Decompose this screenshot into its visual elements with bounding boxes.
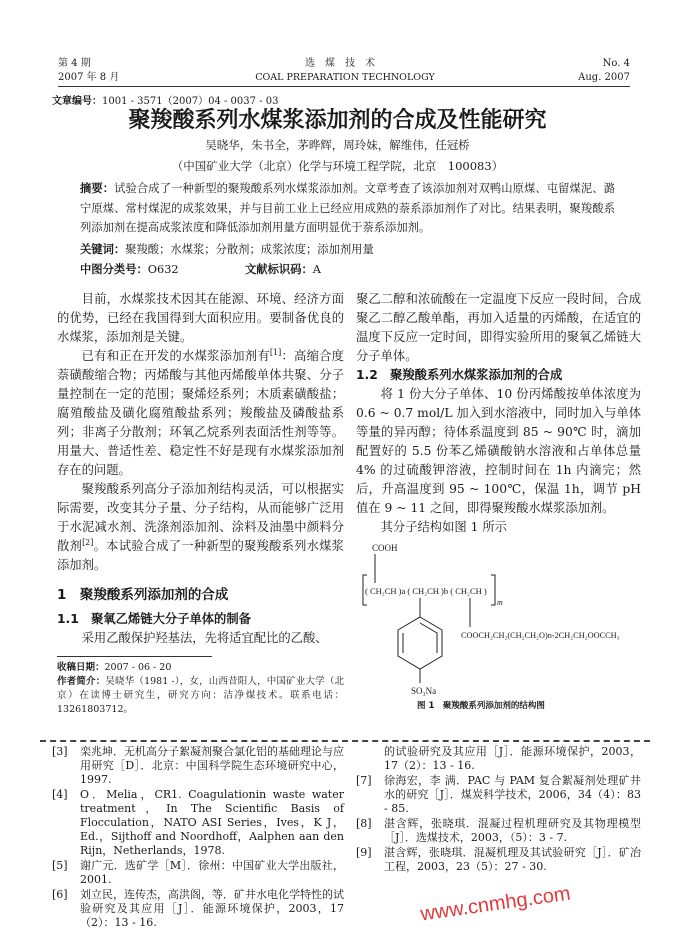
- reference-text: 刘立民，连传杰，高洪阁，等．矿井水电化学特性的试验研究及其应用［J］．能源环境保护，2003，17（2）：13 - 16.: [80, 888, 344, 929]
- reference-text: 徐海宏，李 满．PAC 与 PAM 复合絮凝剂处理矿井水的研究［J］．煤炭科学技术，2006，34（4）：83 - 85.: [384, 774, 641, 815]
- paragraph: 聚乙二醇和浓硫酸在一定温度下反应一段时间，合成聚乙二醇乙酸单酯，再加入适量的丙烯酸，在适宜的温度下反应一定时间，即得实验所用的聚氧乙烯链大分子单体。: [356, 292, 641, 363]
- section-heading-1: 1 聚羧酸系列添加剂的合成: [57, 587, 229, 603]
- author-bio: [57, 675, 344, 717]
- paragraph-text: 聚羧酸系列高分子添加剂结构灵活，可以根据实际需要，改变其分子量、分子结构，从而能够广泛用于水泥减水剂、洗涤剂添加剂、涂料及油墨中颜料分散剂: [57, 482, 344, 553]
- received-date: [57, 661, 344, 675]
- reference-number: [4]: [52, 788, 68, 801]
- reference-text: 湛含辉，张晓琪．混凝机理及其试验研究［J］．矿冶工程，2003，23（5）：27 - 30.: [384, 846, 641, 873]
- doc-code: [245, 262, 321, 278]
- clc-label: 中图分类号：: [80, 263, 148, 276]
- reference-number: [8]: [356, 817, 372, 830]
- header-rule: [58, 86, 630, 87]
- keywords: [80, 242, 374, 258]
- bio-label: 作者简介：: [57, 676, 106, 687]
- figure-caption: 图 1 聚羧酸系列添加剂的结构图: [417, 701, 545, 711]
- paragraph-text: 。本试验合成了一种新型的聚羧酸系列水煤浆添加剂。: [57, 539, 344, 572]
- issue-en: No. 4: [602, 58, 630, 69]
- abstract-text: 试验合成了一种新型的聚羧酸系列水煤浆添加剂。文章考查了该添加剂对双鸭山原煤、屯留煤泥、潞宁原煤、常村煤泥的成浆效果，并与目前工业上已经应用成熟的萘系添加剂作了对比。结果表明，聚羧酸系列添加剂在提高成浆浓度和降低添加剂用量方面明显优于萘系添加剂。: [80, 182, 615, 234]
- footnote-rule: [57, 656, 212, 657]
- doc-code-label: 文献标识码：: [245, 263, 313, 276]
- reference-item: [356, 817, 641, 845]
- reference-text: 栾兆坤．无机高分子絮凝剂聚合氯化铝的基础理论与应用研究［D］．北京：中国科学院生态环境研究中心，1997.: [80, 745, 344, 786]
- reference-item: [356, 774, 641, 816]
- reference-item: [52, 788, 344, 858]
- reference-item: [356, 846, 641, 874]
- article-number-value: 1001 - 3571（2007）04 - 0037 - 03: [102, 96, 279, 107]
- reference-item: [52, 888, 344, 930]
- paragraph: [57, 480, 344, 575]
- reference-item: [52, 859, 344, 887]
- reference-number: [5]: [52, 859, 68, 872]
- reference-number: [7]: [356, 774, 372, 787]
- reference-text: 谢广元．选矿学［M］．徐州：中国矿业大学出版社，2001.: [80, 859, 344, 886]
- left-column: [57, 290, 344, 717]
- keywords-text: 聚羧酸；水煤浆；分散剂；成浆浓度；添加剂用量: [125, 243, 374, 256]
- bracket-right: [491, 575, 495, 605]
- so3na-label: SO₃Na: [411, 686, 437, 696]
- m-subscript: m: [497, 598, 503, 607]
- page-title: 聚羧酸系列水煤浆添加剂的合成及性能研究: [128, 108, 547, 133]
- structure-figure: [345, 539, 645, 711]
- citation-link[interactable]: [2]: [82, 537, 94, 547]
- right-column: [356, 290, 641, 711]
- paragraph: 其分子结构如图 1 所示: [380, 520, 507, 534]
- clc-value: O632: [147, 263, 179, 276]
- section-heading-1-2: 1.2 聚羧酸系列水煤浆添加剂的合成: [356, 368, 563, 382]
- ring-double-bond: [420, 623, 437, 653]
- paragraph-text: 已有和正在开发的水煤浆添加剂有: [81, 349, 270, 363]
- affiliation: （中国矿业大学（北京）化学与环境工程学院，北京 100083）: [171, 159, 504, 173]
- reference-text: O．Melia，CR1. Coagulationin waste water treatment，In The Scientific Basis of Flocculation，NATO ASI Series，Ives，K J，Ed.，Sijthoff and Noordhoff，Aalphen aan den Rijn，Netherlands，1978.: [80, 788, 344, 857]
- paragraph: 目前，水煤浆技术因其在能源、环境、经济方面的优势，已经在我国得到大面积应用。要制备优良的水煤浆，添加剂是关键。: [57, 292, 344, 344]
- reference-continuation: [356, 745, 641, 773]
- received-value: 2007 - 06 - 20: [104, 662, 172, 673]
- references-separator: [40, 740, 650, 742]
- abstract: [80, 179, 615, 238]
- clc: [80, 262, 179, 278]
- date-cn: 2007 年 8 月: [58, 72, 120, 83]
- references-right: [356, 745, 641, 875]
- references-left: [52, 745, 344, 931]
- keywords-label: 关键词：: [80, 243, 126, 256]
- ester-chain-label: COOCH₂CH₂(CH₂CH₂O)n-2CH₂CH₂OOCCH₃: [461, 631, 620, 640]
- paragraph: [57, 347, 344, 480]
- reference-text: 湛含辉，张晓琪．混凝过程机理研究及其物理模型［J］．选煤技术，2003，（5）：3 - 7.: [384, 817, 641, 844]
- date-en: Aug. 2007: [578, 72, 630, 83]
- article-number: [52, 92, 278, 107]
- citation-link[interactable]: [1]: [269, 347, 282, 357]
- reference-text: 的试验研究及其应用［J］．能源环境保护，2003，17（2）：13 - 16.: [384, 745, 641, 772]
- received-label: 收稿日期：: [57, 662, 105, 673]
- doc-code-value: A: [312, 263, 321, 276]
- paragraph-text: ：高缩合度萘磺酸缩合物；丙烯酸与其他丙烯酸单体共聚、分子量控制在一定的范围；聚烯烃系列；木质素磺酸盐；腐殖酸盐及磺化腐殖酸盐系列；羧酸盐及磷酸盐系列；非离子分散剂；环氧乙烷系列表面活性剂等等。用量大、普适性差、稳定性不好是现有水煤浆添加剂存在的问题。: [57, 349, 344, 477]
- paragraph: 将 1 份大分子单体、10 份丙烯酸按单体浓度为 0.6 ~ 0.7 mol/L 加入到水溶液中，同时加入与单体等量的异丙醇；待体系温度到 85 ~ 90℃ 时，滴加配置好的 5.5 份苯乙烯磺酸钠水溶液和占单体总量 4% 的过硫酸钾溶液，控制时间在 1h 内滴完；然后，升高温度到 95 ~ 100℃，保温 1h，调节 pH 值在 9 ~ 11 之间，即得聚羧酸水煤浆添加剂。: [356, 387, 641, 515]
- bio-text: 吴晓华（1981 -），女，山西昔阳人，中国矿业大学（北京）在读博士研究生，研究方向：洁净煤技术。联系电话：13261803712。: [57, 676, 344, 715]
- reference-number: [6]: [52, 888, 68, 901]
- issue-cn: 第 4 期: [58, 58, 91, 69]
- section-heading-1-1: 1.1 聚氧乙烯链大分子单体的制备: [57, 612, 251, 626]
- reference-item: [52, 745, 344, 787]
- article-number-label: 文章编号：: [52, 96, 102, 107]
- reference-number: [9]: [356, 846, 372, 859]
- reference-number: [3]: [52, 745, 68, 758]
- journal-cn: 选 煤 技 术: [305, 58, 375, 69]
- watermark: www.cnmhg.com: [419, 882, 572, 926]
- backbone-label: ( CH₂CH )a ( CH₂CH )b ( CH₂CH ): [365, 586, 487, 596]
- cooh-label: COOH: [372, 543, 398, 553]
- authors: 吴晓华，朱书全，茅晔辉，周玲妹，解维伟，任冠桥: [205, 138, 470, 152]
- benzene-ring: [398, 617, 442, 669]
- footnote: [57, 661, 344, 717]
- paragraph: 采用乙酸保护羟基法，先将适宜配比的乙酸、: [81, 631, 328, 645]
- journal-en: COAL PREPARATION TECHNOLOGY: [255, 72, 435, 83]
- abstract-label: 摘要：: [80, 182, 115, 195]
